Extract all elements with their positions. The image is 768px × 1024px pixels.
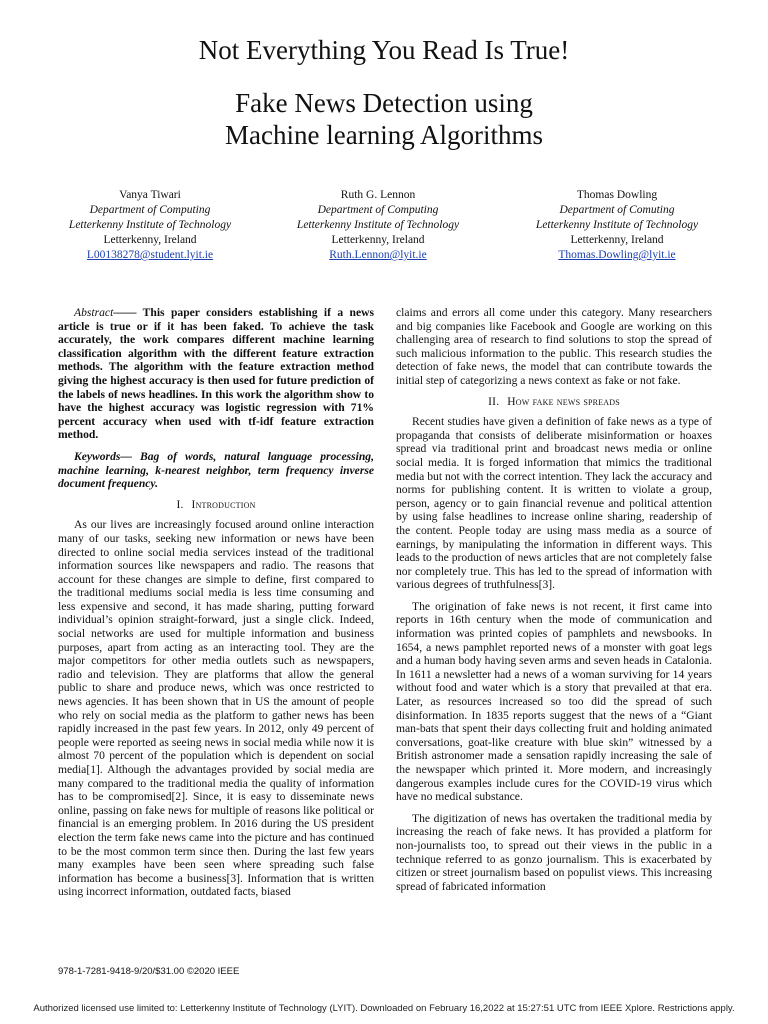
author-institute: Letterkenny Institute of Technology — [296, 219, 460, 231]
continuation-paragraph: claims and errors all come under this category. Many researchers and big companies like Facebook and Google are working on this challenging area of research to find solutions to stop the spread of such malicious information to the public. This research studies the detection of fake news, the model that can contribute towards the initial step of categorizing a news context as fake or not fake. — [396, 306, 712, 387]
author-name: Ruth G. Lennon — [340, 189, 416, 201]
section2-paragraph-3: The digitization of news has overtaken the traditional media by increasing the reach of fake news. It has provided a platform for non-journalists too, to spread out their views in the public in a technique referred to as gonzo journalism. This is exacerbated by citizen or street journalism based on populist views. This increasing spread of fabricated information — [396, 811, 712, 893]
section2-paragraph-1: Recent studies have given a definition of fake news as a type of propaganda that consists of deliberate misinformation or hoaxes spread via traditional print and broadcast news media or online social media. It is forged information that mimics the traditional media but not with the correct intention. They lack the accuracy and norms for publishing content. It is written to violate a group, person, agency or to gain financial revenue and political attention by using false headlines to increase online sharing, readership of the content. People today are using mass media as a source of earnings, by manipulating the information in different ways. This leads to the production of news articles that are not completely false nor completely true. This has led to the spread of information with various degrees of truthfulness[3]. — [396, 415, 712, 592]
abstract — [58, 306, 374, 442]
author-block-2 — [258, 188, 498, 263]
author-email-link[interactable]: Ruth.Lennon@lyit.ie — [329, 249, 427, 261]
keywords — [58, 450, 374, 491]
author-location: Letterkenny, Ireland — [103, 234, 197, 246]
author-email-link[interactable]: L00138278@student.lyit.ie — [86, 249, 214, 261]
keywords-label: Keywords— — [74, 449, 132, 463]
paper-subtitle-line2: Machine learning Algorithms — [225, 120, 543, 150]
author-location: Letterkenny, Ireland — [570, 234, 664, 246]
author-institute: Letterkenny Institute of Technology — [535, 219, 699, 231]
license-footer: Authorized licensed use limited to: Letterkenny Institute of Technology (LYIT). Downloaded on February 16,2022 at 15:27:51 UTC from IEEE Xplore. Restrictions apply. — [33, 1003, 735, 1014]
author-block-1 — [30, 188, 270, 263]
abstract-label: Abstract — [74, 306, 114, 319]
section2-paragraph-2: The origination of fake news is not recent, it first came into reports in 16th century when the mode of communication and information was printed copies of pamphlets and newsbooks. In 1654, a news pamphlet reported news of a monster with goat legs and a human body having seven arms and seven heads in Catalonia. In 1611 a newsletter had a news of a woman surviving for 14 years without food and water which is a story that prevailed at that era. Later, as resources increased so too did the spread of such disinformation. In 1835 reports suggest that the news of a “Giant man-bats that spent their days collecting fruit and holding animated conversations, goat-like creature with blue skin” witnessed by a British astronomer made a sensation rapidly increasing the sale of the newspaper which printed it. More modern, and increasingly dangerous examples include cures for the COVID-19 virus which have no medical substance. — [396, 599, 712, 804]
section-heading-introduction: I. Introduction — [176, 498, 256, 511]
right-column — [396, 306, 712, 893]
author-department: Department of Comuting — [559, 204, 675, 216]
author-department: Department of Computing — [89, 204, 211, 216]
author-institute: Letterkenny Institute of Technology — [68, 219, 232, 231]
paper-subtitle-line1: Fake News Detection using — [235, 88, 533, 118]
author-email-link[interactable]: Thomas.Dowling@lyit.ie — [558, 249, 676, 261]
intro-paragraph: As our lives are increasingly focused around online interaction many of our tasks, seeking new information or news have been directed to online social media services instead of the traditional information sources like newspapers and radio. The reasons that account for these changes are simple to define, first compared to the traditional mediums social media is less time consuming and less expensive and second, it has made sharing, putting forward individual’s opinion straight-forward, just a single click. Indeed, social networks are used for multiple information and business purposes, apart from acting as an interacting tool. They are the major competitors for other media outlets such as newspapers, radio and television. They are platforms that allow the general public to share and produce news, which was once restricted to news agencies. It has been shown that in US the amount of people who rely on social media as the platform to gather news has been rapidly increased in the past few years. In 2012, only 49 percent of people were reported as seeing news in social media while now it is almost 70 percent of the population which is dependent on social media[1]. Although the advantages provided by social media are many compared to the traditional media the quality of information has to be compromised[2]. Since, it is easy to disseminate news online, passing on fake news for multiple of reasons like political or financial is an emerging problem. In 2016 during the US president election the term fake news came into the picture and has continued to be the most common term since then. During the last few years many examples have been seen where spreading such false information has become a business[3]. Information that is written using incorrect information, outdated facts, biased — [58, 518, 374, 899]
paper-title: Not Everything You Read Is True! — [198, 35, 570, 65]
author-location: Letterkenny, Ireland — [331, 234, 425, 246]
author-name: Thomas Dowling — [576, 189, 658, 201]
left-column — [58, 306, 374, 899]
author-block-3 — [497, 188, 737, 263]
abstract-text: This paper considers establishing if a news article is true or if it has been faked. To achieve the task accurately, the work compares different machine learning classification algorithm with the different feature extraction methods. The algorithm with the feature extraction method giving the highest accuracy is then used for future prediction of the labels of news headlines. In this work the algorithm show to have the highest accuracy was logistic regression with 71% percent accuracy when used with tf-idf feature extraction method. — [58, 306, 374, 442]
section-heading-how-fake-news-spreads: II. How fake news spreads — [488, 395, 620, 408]
author-name: Vanya Tiwari — [119, 189, 181, 201]
keywords-text: Bag of words, natural language processing, machine learning, k-nearest neighbor, term frequency inverse document frequency. — [58, 449, 374, 491]
abstract-dash: —— — [113, 306, 137, 319]
copyright-notice: 978-1-7281-9418-9/20/$31.00 ©2020 IEEE — [58, 966, 240, 977]
author-department: Department of Computing — [317, 204, 439, 216]
